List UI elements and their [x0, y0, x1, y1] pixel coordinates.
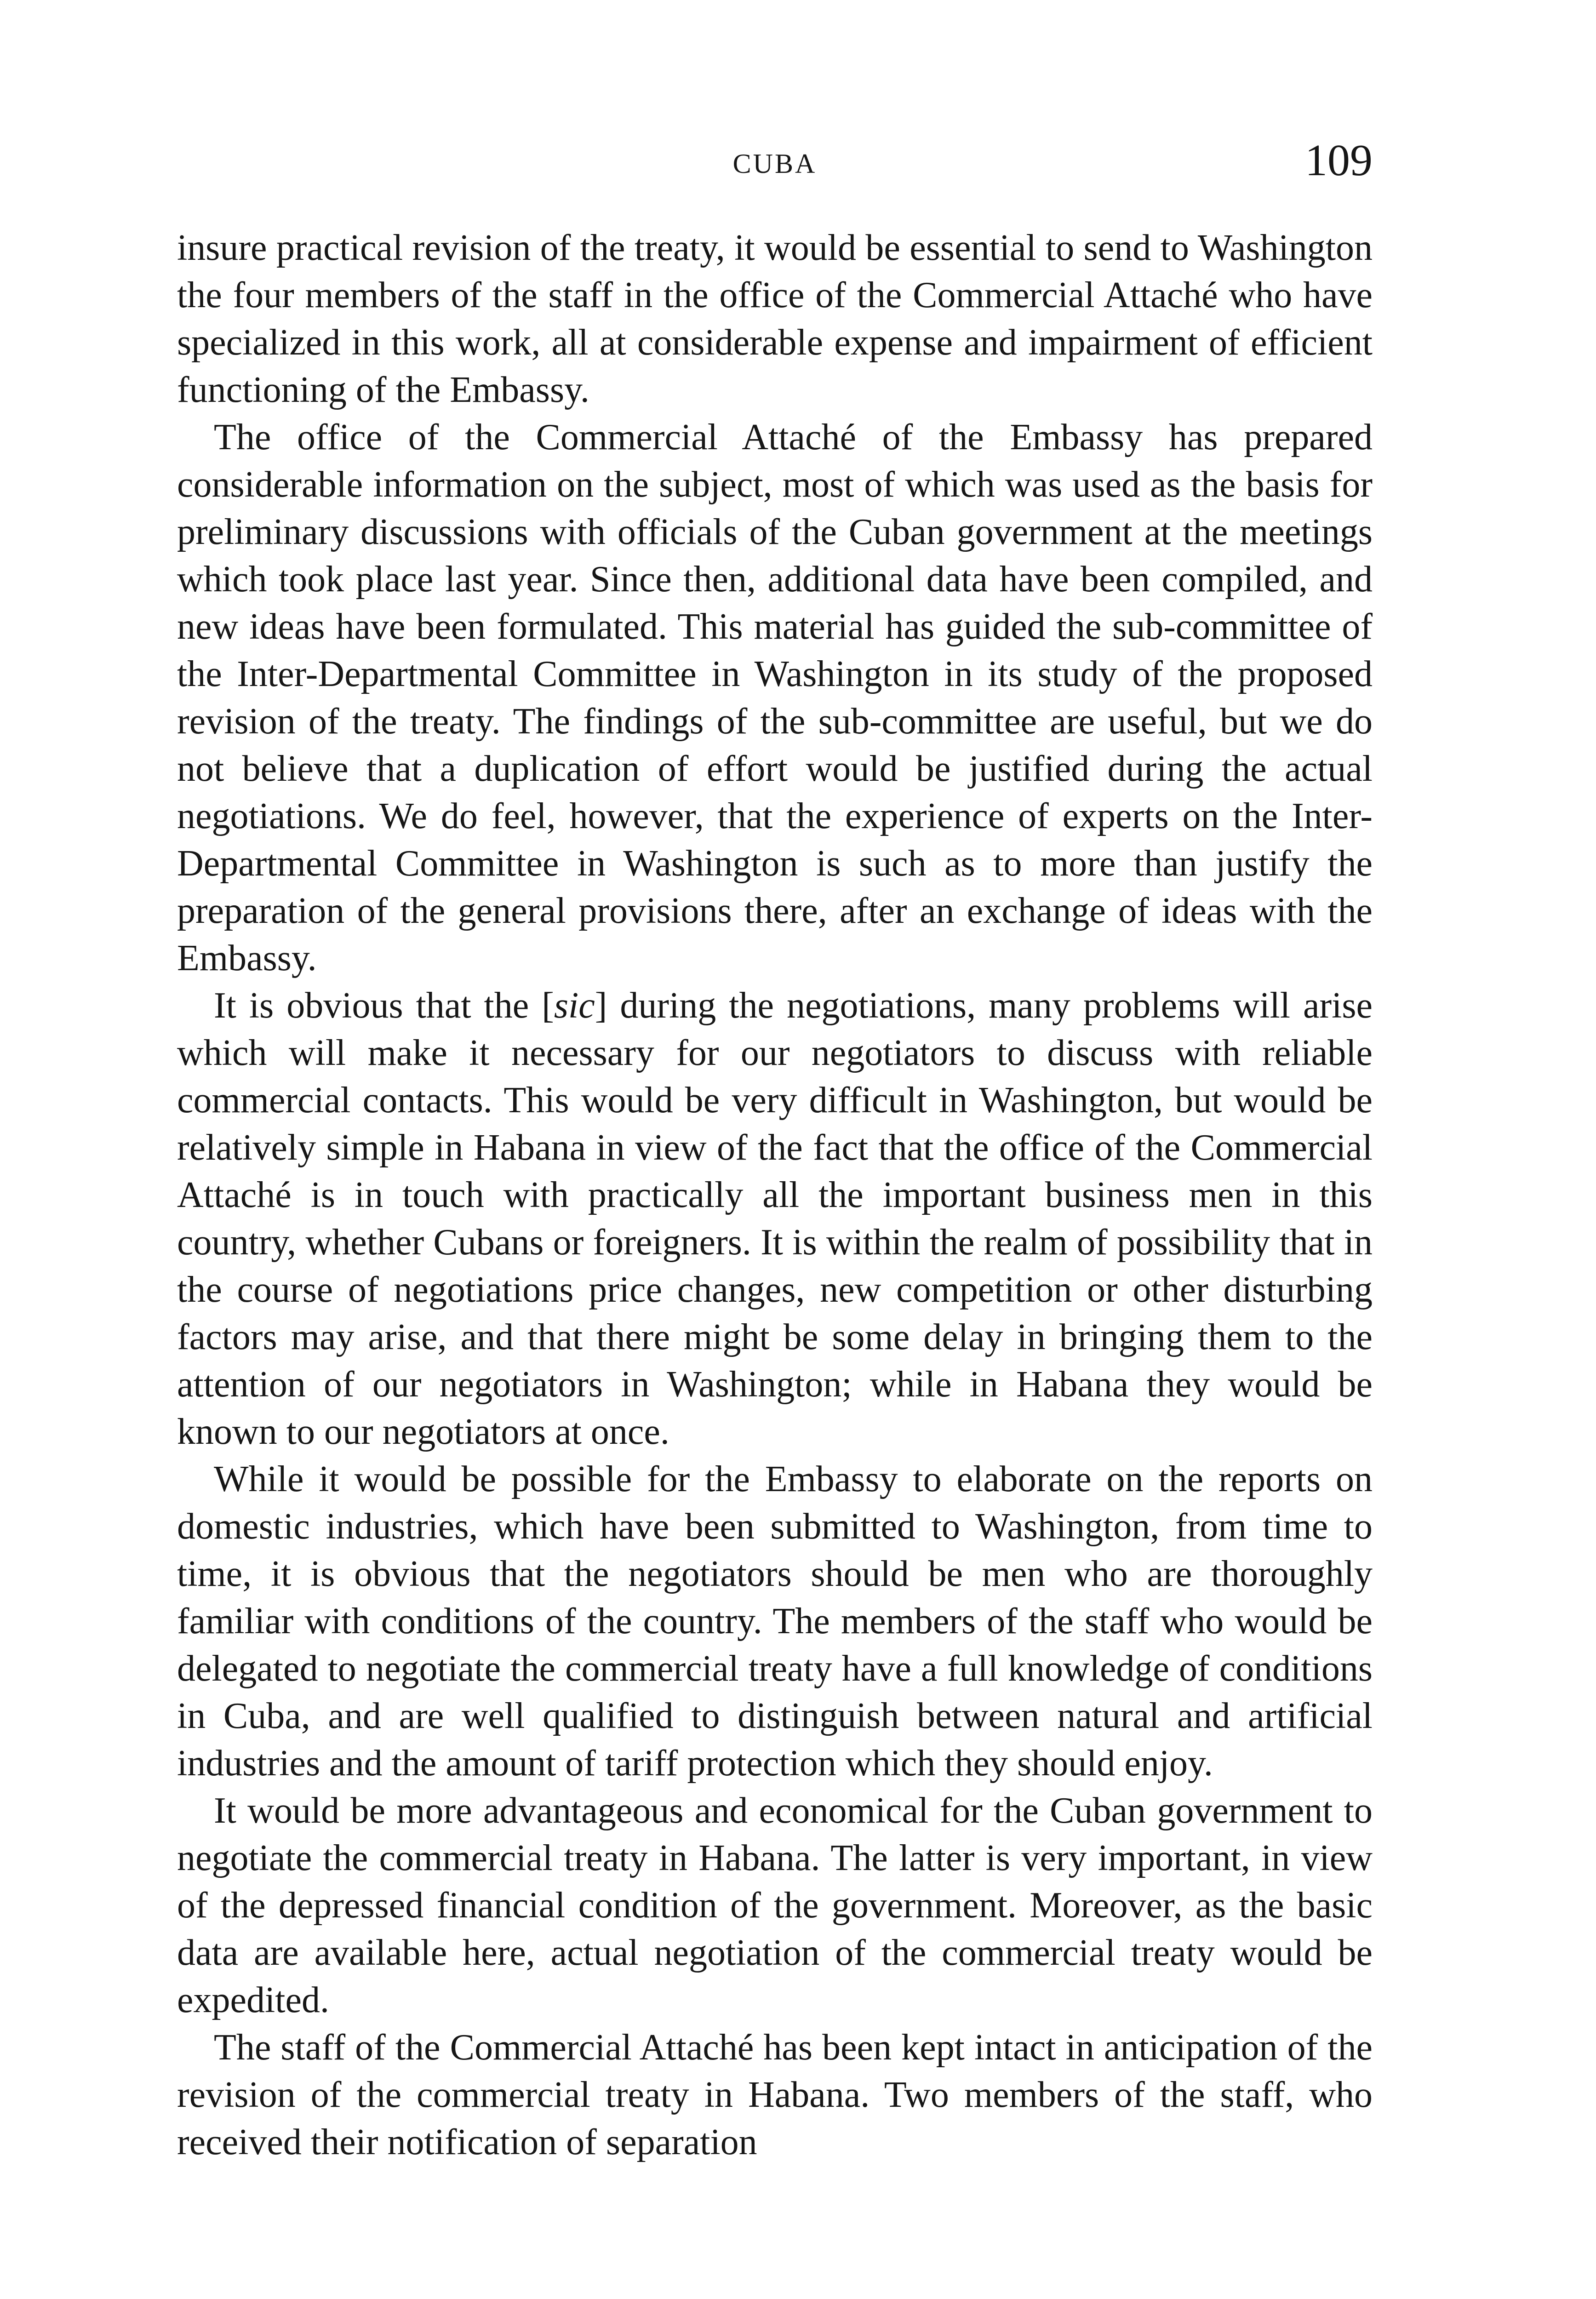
page-header: [177, 138, 1373, 193]
paragraph-2: The office of the Commercial Attaché of the Embassy has prepared considerable information on the subject, most of which was used as the basis for preliminary discussions with officials of the Cuban government at the meetings which took place last year. Since then, additional data have been compiled, and new ideas have been formulated. This material has guided the sub-committee of the Inter-Departmental Committee in Washington in its study of the proposed revision of the treaty. The findings of the sub-committee are useful, but we do not believe that a duplication of effort would be justified during the actual negotiations. We do feel, however, that the experience of experts on the Inter-Departmental Committee in Washington is such as to more than justify the preparation of the general provisions there, after an exchange of ideas with the Embassy.: [177, 417, 1373, 978]
paragraph-3-before-sic: It is obvious that the [: [214, 985, 554, 1026]
paragraph-1: insure practical revision of the treaty, it would be essential to send to Washington the four members of the staff in the office of the Commercial Attaché who have specialized in this work, all at considerable expense and impairment of efficient functioning of the Embassy.: [177, 228, 1373, 410]
paragraph-3-after-sic: ] during the negotiations, many problems will arise which will make it necessary for our negotiators to discuss with reliable commercial contacts. This would be very difficult in Washington, but would be relatively simple in Habana in view of the fact that the office of the Commercial Attaché is in touch with practically all the important business men in this country, whether Cubans or foreigners. It is within the realm of possibility that in the course of negotiations price changes, new competition or other disturbing factors may arise, and that there might be some delay in bringing them to the attention of our negotiators in Washington; while in Habana they would be known to our negotiators at once.: [177, 985, 1373, 1452]
page-number: 109: [1305, 136, 1373, 185]
body-text: [177, 224, 1373, 2166]
paragraph-6: The staff of the Commercial Attaché has been kept intact in anticipation of the revision of the commercial treaty in Habana. Two members of the staff, who received their notification of separation: [177, 2027, 1373, 2162]
sic-annotation: sic: [554, 985, 595, 1026]
paragraph-3: [177, 982, 1373, 1456]
paragraph-4: While it would be possible for the Embassy to elaborate on the reports on domestic industries, which have been submitted to Washington, from time to time, it is obvious that the negotiators should be men who are thoroughly familiar with conditions of the country. The members of the staff who would be delegated to negotiate the commercial treaty have a full knowledge of conditions in Cuba, and are well qualified to distinguish between natural and artificial industries and the amount of tariff protection which they should enjoy.: [177, 1459, 1373, 1784]
paragraph-5: It would be more advantageous and economical for the Cuban government to negotiate the commercial treaty in Habana. The latter is very important, in view of the depressed financial condition of the government. Moreover, as the basic data are available here, actual negotiation of the commercial treaty would be expedited.: [177, 1790, 1373, 2020]
running-head: CUBA: [732, 149, 817, 179]
